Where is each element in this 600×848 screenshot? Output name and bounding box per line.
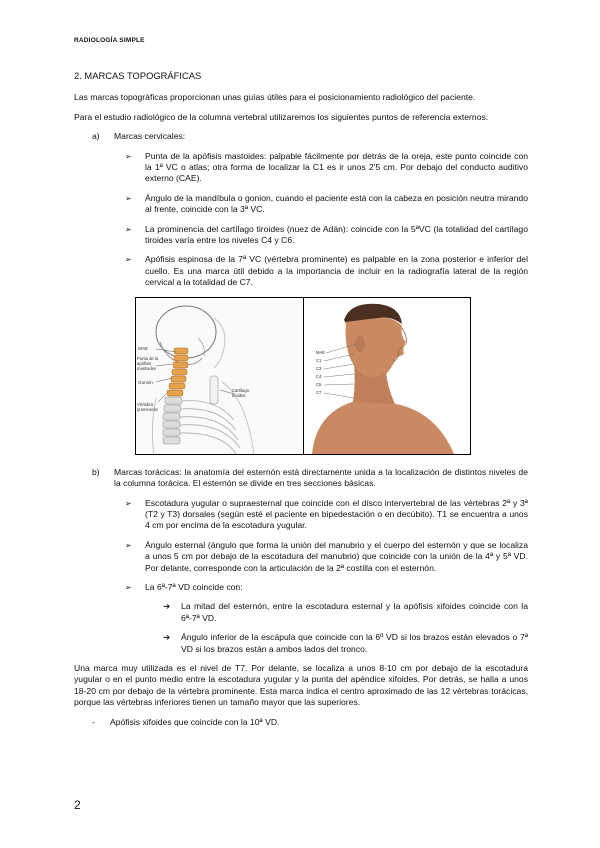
intro-paragraph: Las marcas topográficas proporcionan unas guías útiles para el posicionamiento radiológico del paciente. bbox=[74, 92, 476, 103]
dash-marker: - bbox=[92, 716, 95, 727]
page-number: 2 bbox=[74, 798, 81, 812]
arrow-right-icon: ➔ bbox=[163, 632, 171, 643]
list-item: ➢ Ángulo esternal (ángulo que forma la unión del manubrio y el cuerpo del esternón y que se localiza a unos 5 cm por debajo de la escotadura del manubrio) que coincide con la unión de la 4ª y 5ª VD. Por delante, corresponde con la articulación de la 2ª costilla con el esternón. bbox=[125, 539, 528, 573]
arrowhead-bullet-icon: ➢ bbox=[125, 582, 132, 592]
arrowhead-bullet-icon: ➢ bbox=[125, 255, 132, 265]
label-vertebra: Vértebra prominente bbox=[137, 401, 158, 412]
label-cartilage: Cartílago tiroides bbox=[232, 387, 249, 398]
thoracic-sublist bbox=[74, 601, 528, 655]
section-title: 2. MARCAS TOPOGRÁFICAS bbox=[74, 70, 202, 81]
list-item: ➢ La prominencia del cartílago tiroides (nuez de Adán): coincide con la 5ªVC (la totalidad del cartílago tiroides varía entre los niveles C4 y C6. bbox=[125, 223, 528, 246]
cervical-heading bbox=[92, 131, 528, 142]
intro-paragraph-2: Para el estudio radiológico de la columna vertebral utilizaremos los siguientes puntos de referencia externos: bbox=[74, 111, 489, 122]
label-right-c7: C7 bbox=[315, 389, 321, 395]
list-item bbox=[92, 717, 528, 728]
list-item: ➢ Ángulo de la mandíbula o gonion, cuando el paciente está con la cabeza en posición neutra mirando al frente, coincide con la 3ª VC. bbox=[125, 192, 528, 215]
arrowhead-bullet-icon: ➢ bbox=[125, 224, 132, 234]
skeleton-drawing bbox=[136, 298, 302, 454]
arrowhead-bullet-icon: ➢ bbox=[125, 193, 132, 203]
label-right-c5: C5 bbox=[315, 381, 321, 387]
running-header: RADIOLOGÍA SIMPLE bbox=[74, 37, 145, 44]
profile-drawing bbox=[304, 298, 471, 454]
label-right-c1: C1 bbox=[315, 357, 321, 363]
thoracic-heading bbox=[92, 467, 528, 490]
list-item: ➔ La mitad del esternón, entre la escotadura esternal y la apófisis xifoides coincide con la 6ª-7ª VD. bbox=[163, 601, 528, 623]
label-mastoid: Punta de la apófisis mastoides bbox=[137, 355, 159, 371]
list-item: ➢ Apófisis espinosa de la 7ª VC (vértebra prominente) es palpable en la zona posterior e inferior del cuello. Es una marca útil debido a la importancia de incluir en la radiografía lateral de la región cervical a la totalidad de C7. bbox=[125, 254, 528, 288]
anatomy-figure bbox=[135, 297, 471, 455]
main-content bbox=[74, 70, 528, 728]
list-item: ➢ Punta de la apófisis mastoides: palpable fácilmente por detrás de la oreja, este punto coincide con la 1ª VC o atlas; otra forma de localizar la C1 es ir unos 2'5 cm. Por debajo del conducto auditivo externo (CAE). bbox=[125, 150, 528, 184]
label-right-mae: MAE bbox=[315, 349, 325, 355]
arrowhead-bullet-icon: ➢ bbox=[125, 151, 132, 161]
label-right-c4: C4 bbox=[315, 373, 321, 379]
list-item: ➢ La 6ª-7ª VD coincide con: bbox=[125, 581, 243, 592]
arrowhead-bullet-icon: ➢ bbox=[125, 498, 132, 508]
skeleton-illustration bbox=[136, 298, 304, 454]
closing-paragraph: Una marca muy utilizada es el nivel de T7. Por delante, se localiza a unos 8-10 cm por debajo de la escotadura yugular o en el punto medio entre la escotadura yugular y la punta del apéndice xifoides. Por detrás, se halla a unos 18-20 cm por debajo de la vértebra prominente. Esta marca indica el centro aproximado de las 12 vértebras torácicas, porque las vértebras inferiores tienen un tamaño mayor que las superiores. bbox=[74, 662, 528, 708]
patient-profile-photo bbox=[304, 298, 471, 454]
label-gonion: Gonión bbox=[138, 379, 153, 385]
list-item: ➔ Ángulo inferior de la escápula que coincide con la 6º VD si los brazos están elevados o 7ª VD si los brazos están a ambos lados del tronco. bbox=[163, 632, 528, 654]
list-item: ➢ Escotadura yugular o supraesternal que coincide con el disco intervertebral de las vértebras 2ª y 3ª (T2 y T3) dorsales (según esté el paciente en bipedestación o en decúbito). T1 se encuentra a unos 4 cm por encima de la escotadura yugular. bbox=[125, 497, 528, 531]
thoracic-list bbox=[74, 498, 528, 594]
thoracic-letter: b) bbox=[92, 466, 100, 477]
label-mae: MAE bbox=[138, 345, 148, 351]
cervical-heading-text: Marcas cervicales: bbox=[114, 131, 186, 142]
xiphoid-item: Apófisis xifoides que coincide con la 10ª VD. bbox=[110, 716, 280, 727]
cervical-letter: a) bbox=[92, 131, 100, 142]
arrowhead-bullet-icon: ➢ bbox=[125, 540, 132, 550]
thoracic-intro: Marcas torácicas: la anatomía del esternón está directamente unida a la localización de distintos niveles de la columna torácica. El esternón se divide en tres secciones básicas. bbox=[114, 466, 528, 489]
label-right-c3: C3 bbox=[315, 365, 321, 371]
arrow-right-icon: ➔ bbox=[163, 601, 171, 612]
cervical-list bbox=[74, 151, 528, 289]
